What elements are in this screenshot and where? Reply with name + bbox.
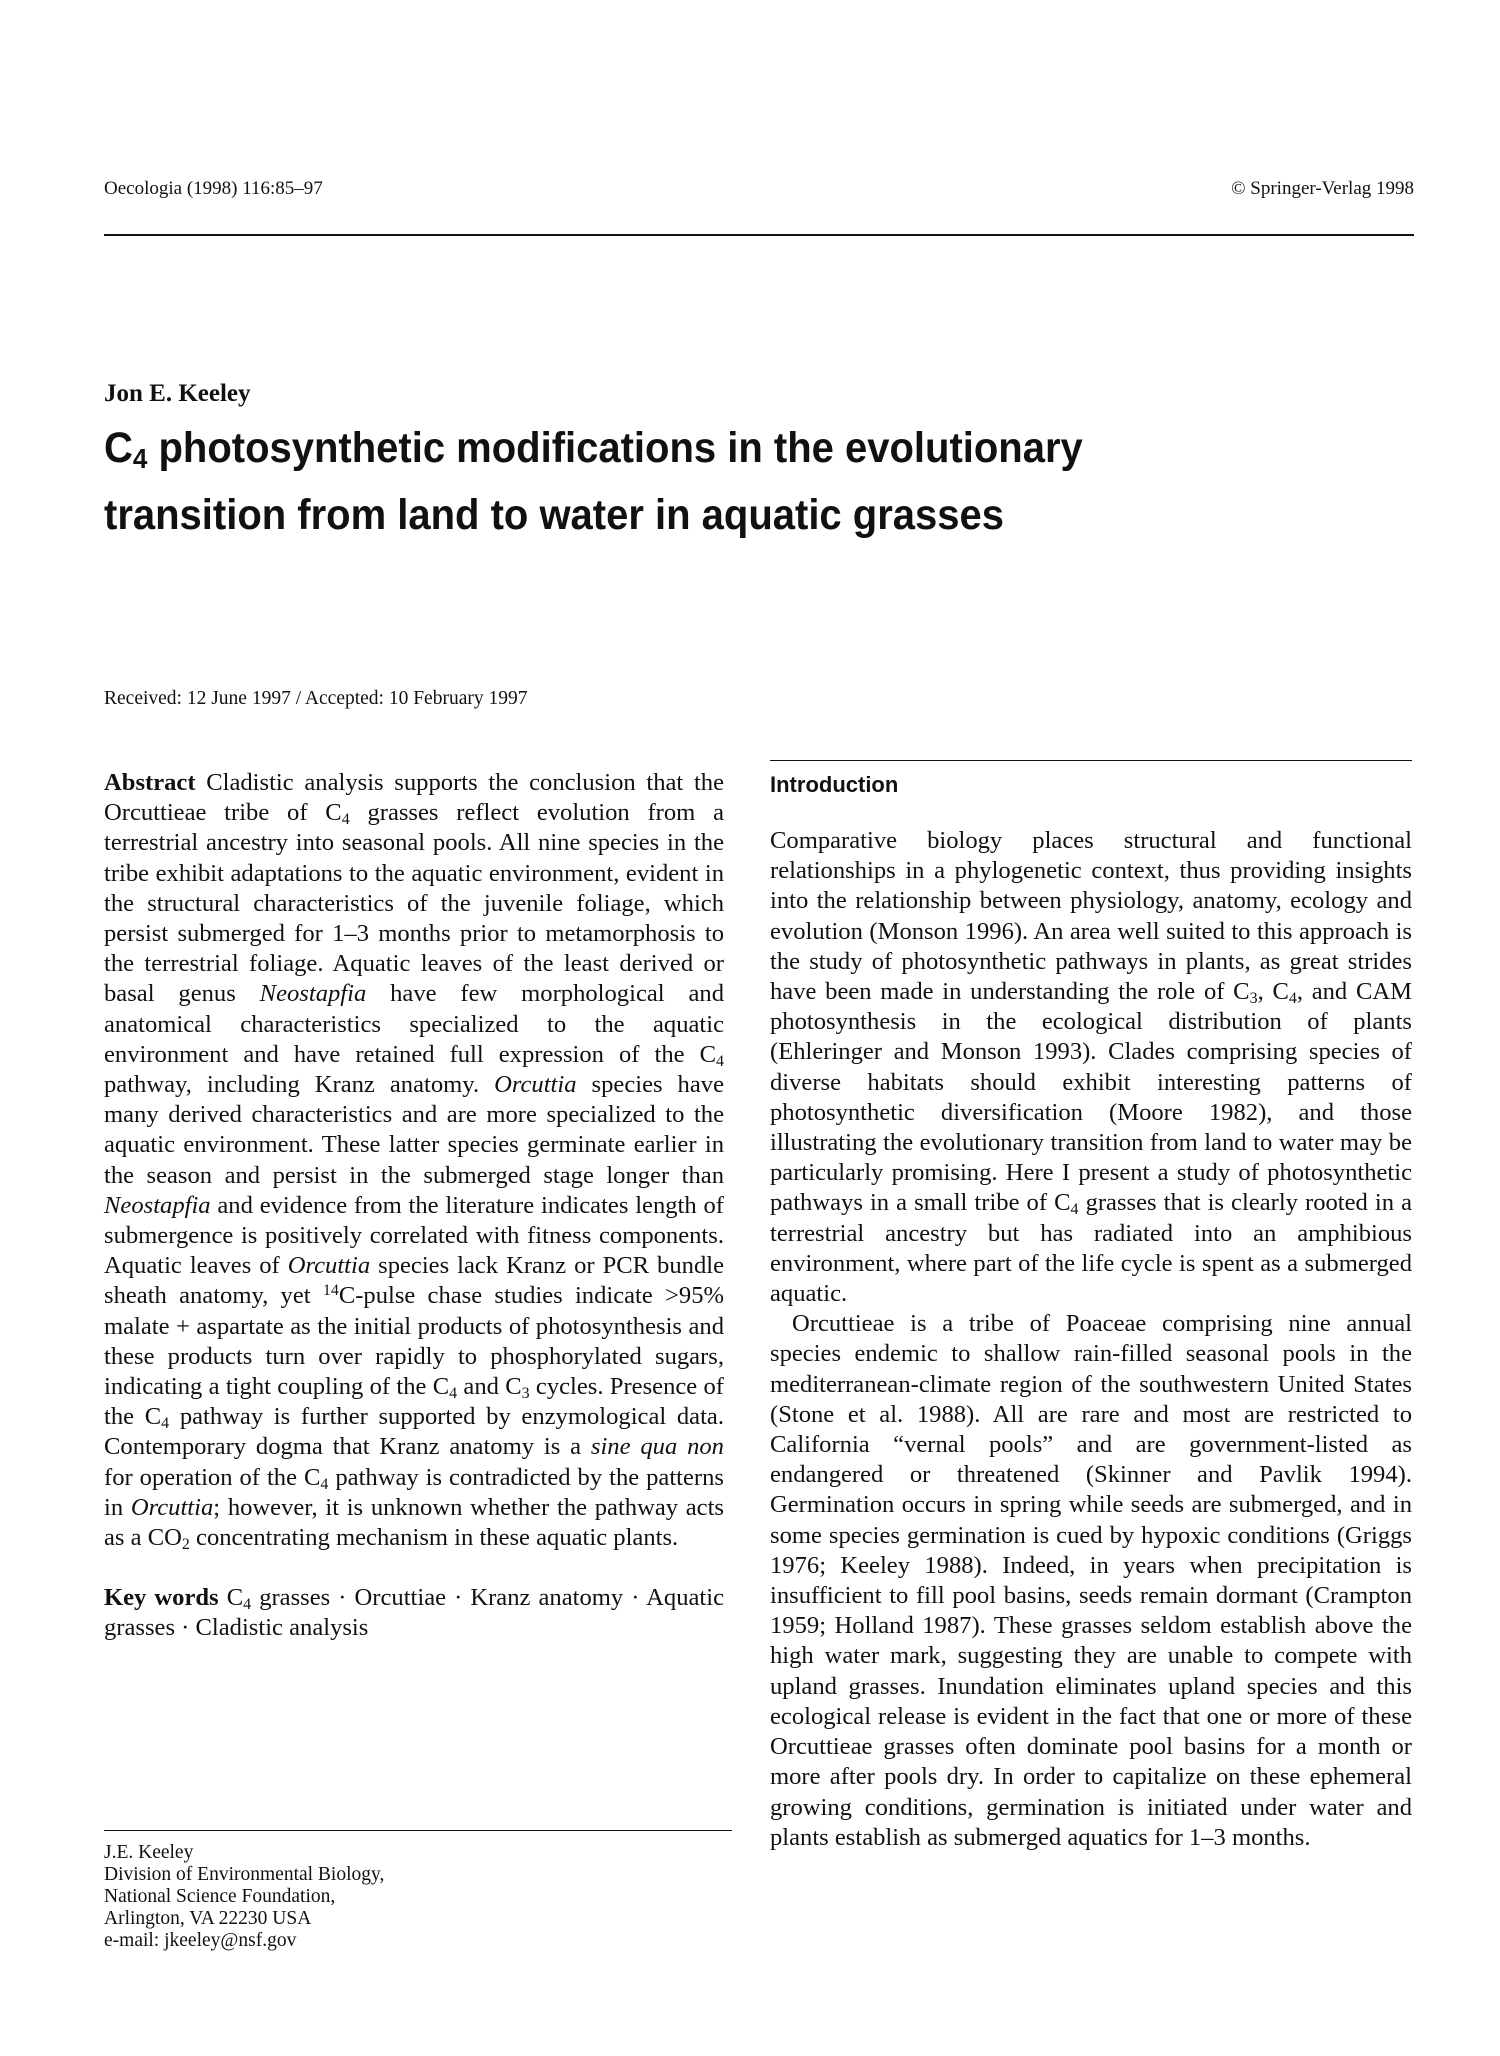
introduction-paragraph: Comparative biology places structural and functional relationships in a phylogenetic context, thus providing insights into the relationship between physiology, anatomy, ecology and evolution (Monson 1996). An area well suited to this approach is the study of photosynthetic pathways in plants, as great strides have been made in understanding the role of $C_3$, $C_4$, and CAM photosynthesis in the ecological distribution of plants (Ehleringer and Monson 1993). Clades comprising species of diverse habitats should exhibit interesting patterns of photosynthetic diversification (Moore 1982), and those illustrating the evolutionary transition from land to water may be particularly promising. Here I present a study of photosynthetic pathways in a small tribe of $C_4$ grasses that is clearly rooted in a terrestrial ancestry but has radiated into an amphibious environment, where part of the life cycle is spent as a submerged aquatic. bbox=[770, 827, 1412, 1308]
introduction-paragraph: Orcuttieae is a tribe of Poaceae comprising nine annual species endemic to shallow rain-filled seasonal pools in the mediterranean-climate region of the southwestern United States (Stone et al. 1988). All are rare and most are restricted to California “vernal pools” and are government-listed as endangered or threatened (Skinner and Pavlik 1994). Germination occurs in spring while seeds are submerged, and in some species germination is cued by hypoxic conditions (Griggs 1976; Keeley 1988). Indeed, in years when precipitation is insufficient to fill pool basins, seeds remain dormant (Crampton 1959; Holland 1987). These grasses seldom establish above the high water mark, suggesting they are unable to compete with upland grasses. Inundation eliminates upland species and this ecological release is evident in the fact that one or more of these Orcuttieae grasses often dominate pool basins for a month or more after pools dry. In order to capitalize on these ephemeral growing conditions, germination is initiated under water and plants establish as submerged aquatics for 1–3 months. bbox=[770, 1310, 1412, 1851]
copyright-notice: © Springer-Verlag 1998 bbox=[1231, 178, 1414, 199]
affiliation-line: National Science Foundation, bbox=[104, 1886, 336, 1907]
affiliation-name: J.E. Keeley bbox=[104, 1842, 194, 1863]
affiliation-block bbox=[104, 1842, 384, 1952]
header-divider bbox=[104, 234, 1414, 236]
affiliation-divider bbox=[104, 1830, 732, 1831]
affiliation-email: e-mail: jkeeley@nsf.gov bbox=[104, 1930, 297, 1951]
right-column bbox=[770, 826, 1412, 1853]
author-name: Jon E. Keeley bbox=[104, 380, 251, 407]
affiliation-line: Arlington, VA 22230 USA bbox=[104, 1908, 312, 1929]
abstract-label: Abstract bbox=[104, 769, 196, 796]
abstract: Abstract Cladistic analysis supports the conclusion that the Orcuttieae tribe of $C_4$ grasses reflect evolution from a terrestrial ancestry into seasonal pools. All nine species in the tribe exhibit adaptations to the aquatic environment, evident in the structural characteristics of the juvenile foliage, which persist submerged for 1–3 months prior to metamorphosis to the terrestrial foliage. Aquatic leaves of the least derived or basal genus Neostapfia have few morphological and anatomical characteristics specialized to the aquatic environment and have retained full expression of the $C_4$ pathway, including Kranz anatomy. Orcuttia species have many derived characteristics and are more specialized to the aquatic environment. These latter species germinate earlier in the season and persist in the submerged stage longer than Neostapfia and evidence from the literature indicates length of submergence is positively correlated with fitness components. Aquatic leaves of Orcuttia species lack Kranz or PCR bundle sheath anatomy, yet $^{14}$C-pulse chase studies indicate >95% malate + aspartate as the initial products of photosynthesis and these products turn over rapidly to phosphorylated sugars, indicating a tight coupling of the $C_4$ and $C_3$ cycles. Presence of the $C_4$ pathway is further supported by enzymological data. Contemporary dogma that Kranz anatomy is a sine qua non for operation of the $C_4$ pathway is contradicted by the patterns in Orcuttia; however, it is unknown whether the pathway acts as a $CO_2$ concentrating mechanism in these aquatic plants. bbox=[104, 769, 725, 1554]
keywords-label: Key words bbox=[104, 1584, 219, 1612]
paper-title: $C_4$ photosynthetic modifications in the evolutionary transition from land to water in aquatic grasses bbox=[104, 424, 1083, 539]
left-column bbox=[104, 768, 724, 1644]
introduction-divider bbox=[770, 760, 1412, 761]
journal-citation: Oecologia (1998) 116:85–97 bbox=[104, 178, 323, 199]
keywords: Key words $C_4$ grasses · Orcuttiae · Kranz anatomy · Aquatic grasses · Cladistic analysis bbox=[104, 1584, 725, 1642]
submission-dates: Received: 12 June 1997 / Accepted: 10 February 1997 bbox=[104, 688, 528, 709]
introduction-heading: Introduction bbox=[770, 772, 899, 797]
affiliation-line: Division of Environmental Biology, bbox=[104, 1864, 385, 1885]
